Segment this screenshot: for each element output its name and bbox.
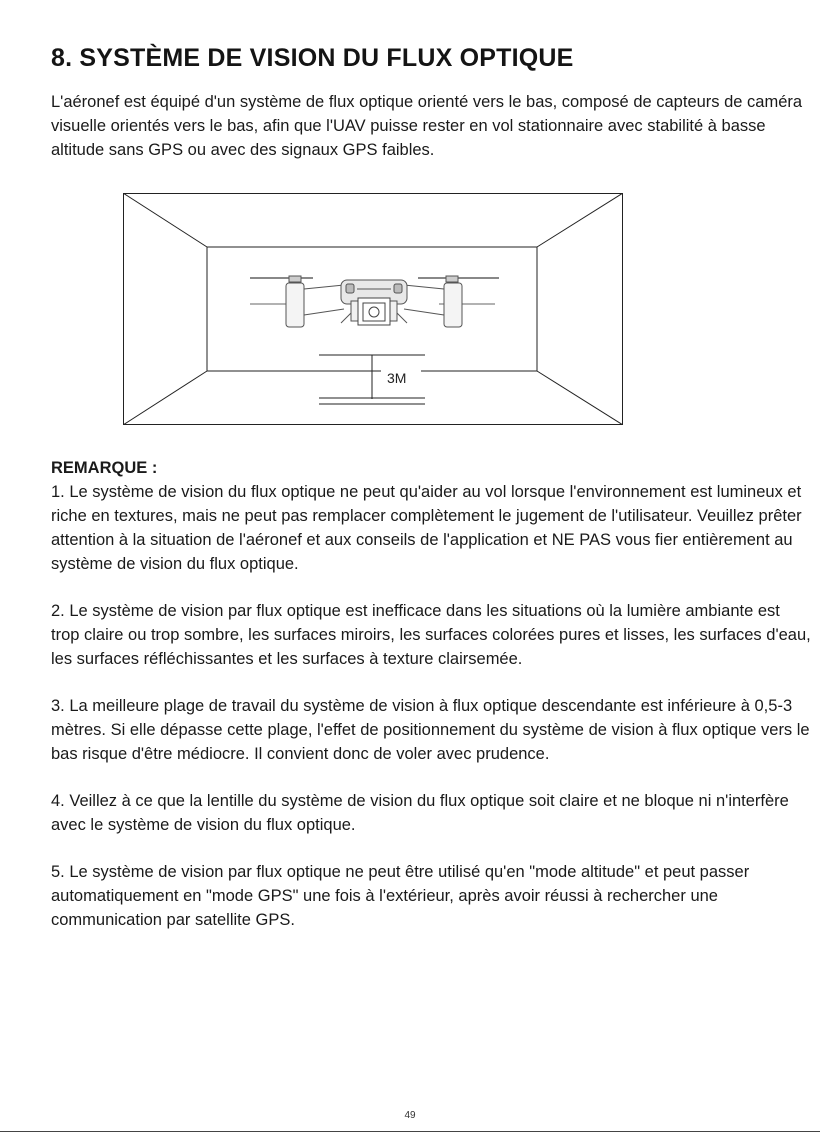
note-item-1: 1. Le système de vision du flux optique ne peut qu'aider au vol lorsque l'environnement est lumineux et riche en textures, mais ne peut pas remplacer complètement le jugement de l'utilisateur. Veuillez prêter attention à la situation de l'aéronef et aux conseils de l'application et NE PAS vous fier entièrement au système de vision du flux optique.	[51, 483, 802, 573]
note-item-4: 4. Veillez à ce que la lentille du système de vision du flux optique soit claire et ne bloque ni n'interfère avec le système de vision du flux optique.	[51, 792, 789, 834]
page-number: 49	[404, 1110, 416, 1121]
notes-heading: REMARQUE :	[51, 459, 158, 477]
note-item-2: 2. Le système de vision par flux optique est inefficace dans les situations où la lumière ambiante est trop claire ou trop sombre, les surfaces miroirs, les surfaces colorées pures et lisses, les surfaces d'eau, les surfaces réfléchissantes et les surfaces à texture clairsemée.	[51, 602, 811, 668]
intro-paragraph: L'aéronef est équipé d'un système de flux optique orienté vers le bas, composé de capteurs de caméra visuelle orientés vers le bas, afin que l'UAV puisse rester en vol stationnaire avec stabilité à basse altitude sans GPS ou avec des signaux GPS faibles.	[51, 93, 803, 159]
drone-icon	[250, 276, 499, 327]
note-item-5: 5. Le système de vision par flux optique ne peut être utilisé qu'en "mode altitude" et peut passer automatiquement en "mode GPS" une fois à l'extérieur, après avoir réussi à rechercher une communication par satellite GPS.	[51, 863, 750, 929]
page-title: 8. SYSTÈME DE VISION DU FLUX OPTIQUE	[51, 44, 574, 72]
height-label: 3M	[387, 370, 407, 386]
note-item-3: 3. La meilleure plage de travail du système de vision à flux optique descendante est inférieure à 0,5-3 mètres. Si elle dépasse cette plage, l'effet de positionnement du système de vision à flux optique vers le bas risque d'être médiocre. Il convient donc de voler avec prudence.	[51, 697, 810, 763]
room-perspective-drawing	[123, 193, 623, 425]
optical-flow-diagram	[123, 193, 623, 425]
footer-divider	[0, 1131, 820, 1132]
notes-list	[51, 480, 811, 955]
height-indicator	[319, 355, 425, 404]
